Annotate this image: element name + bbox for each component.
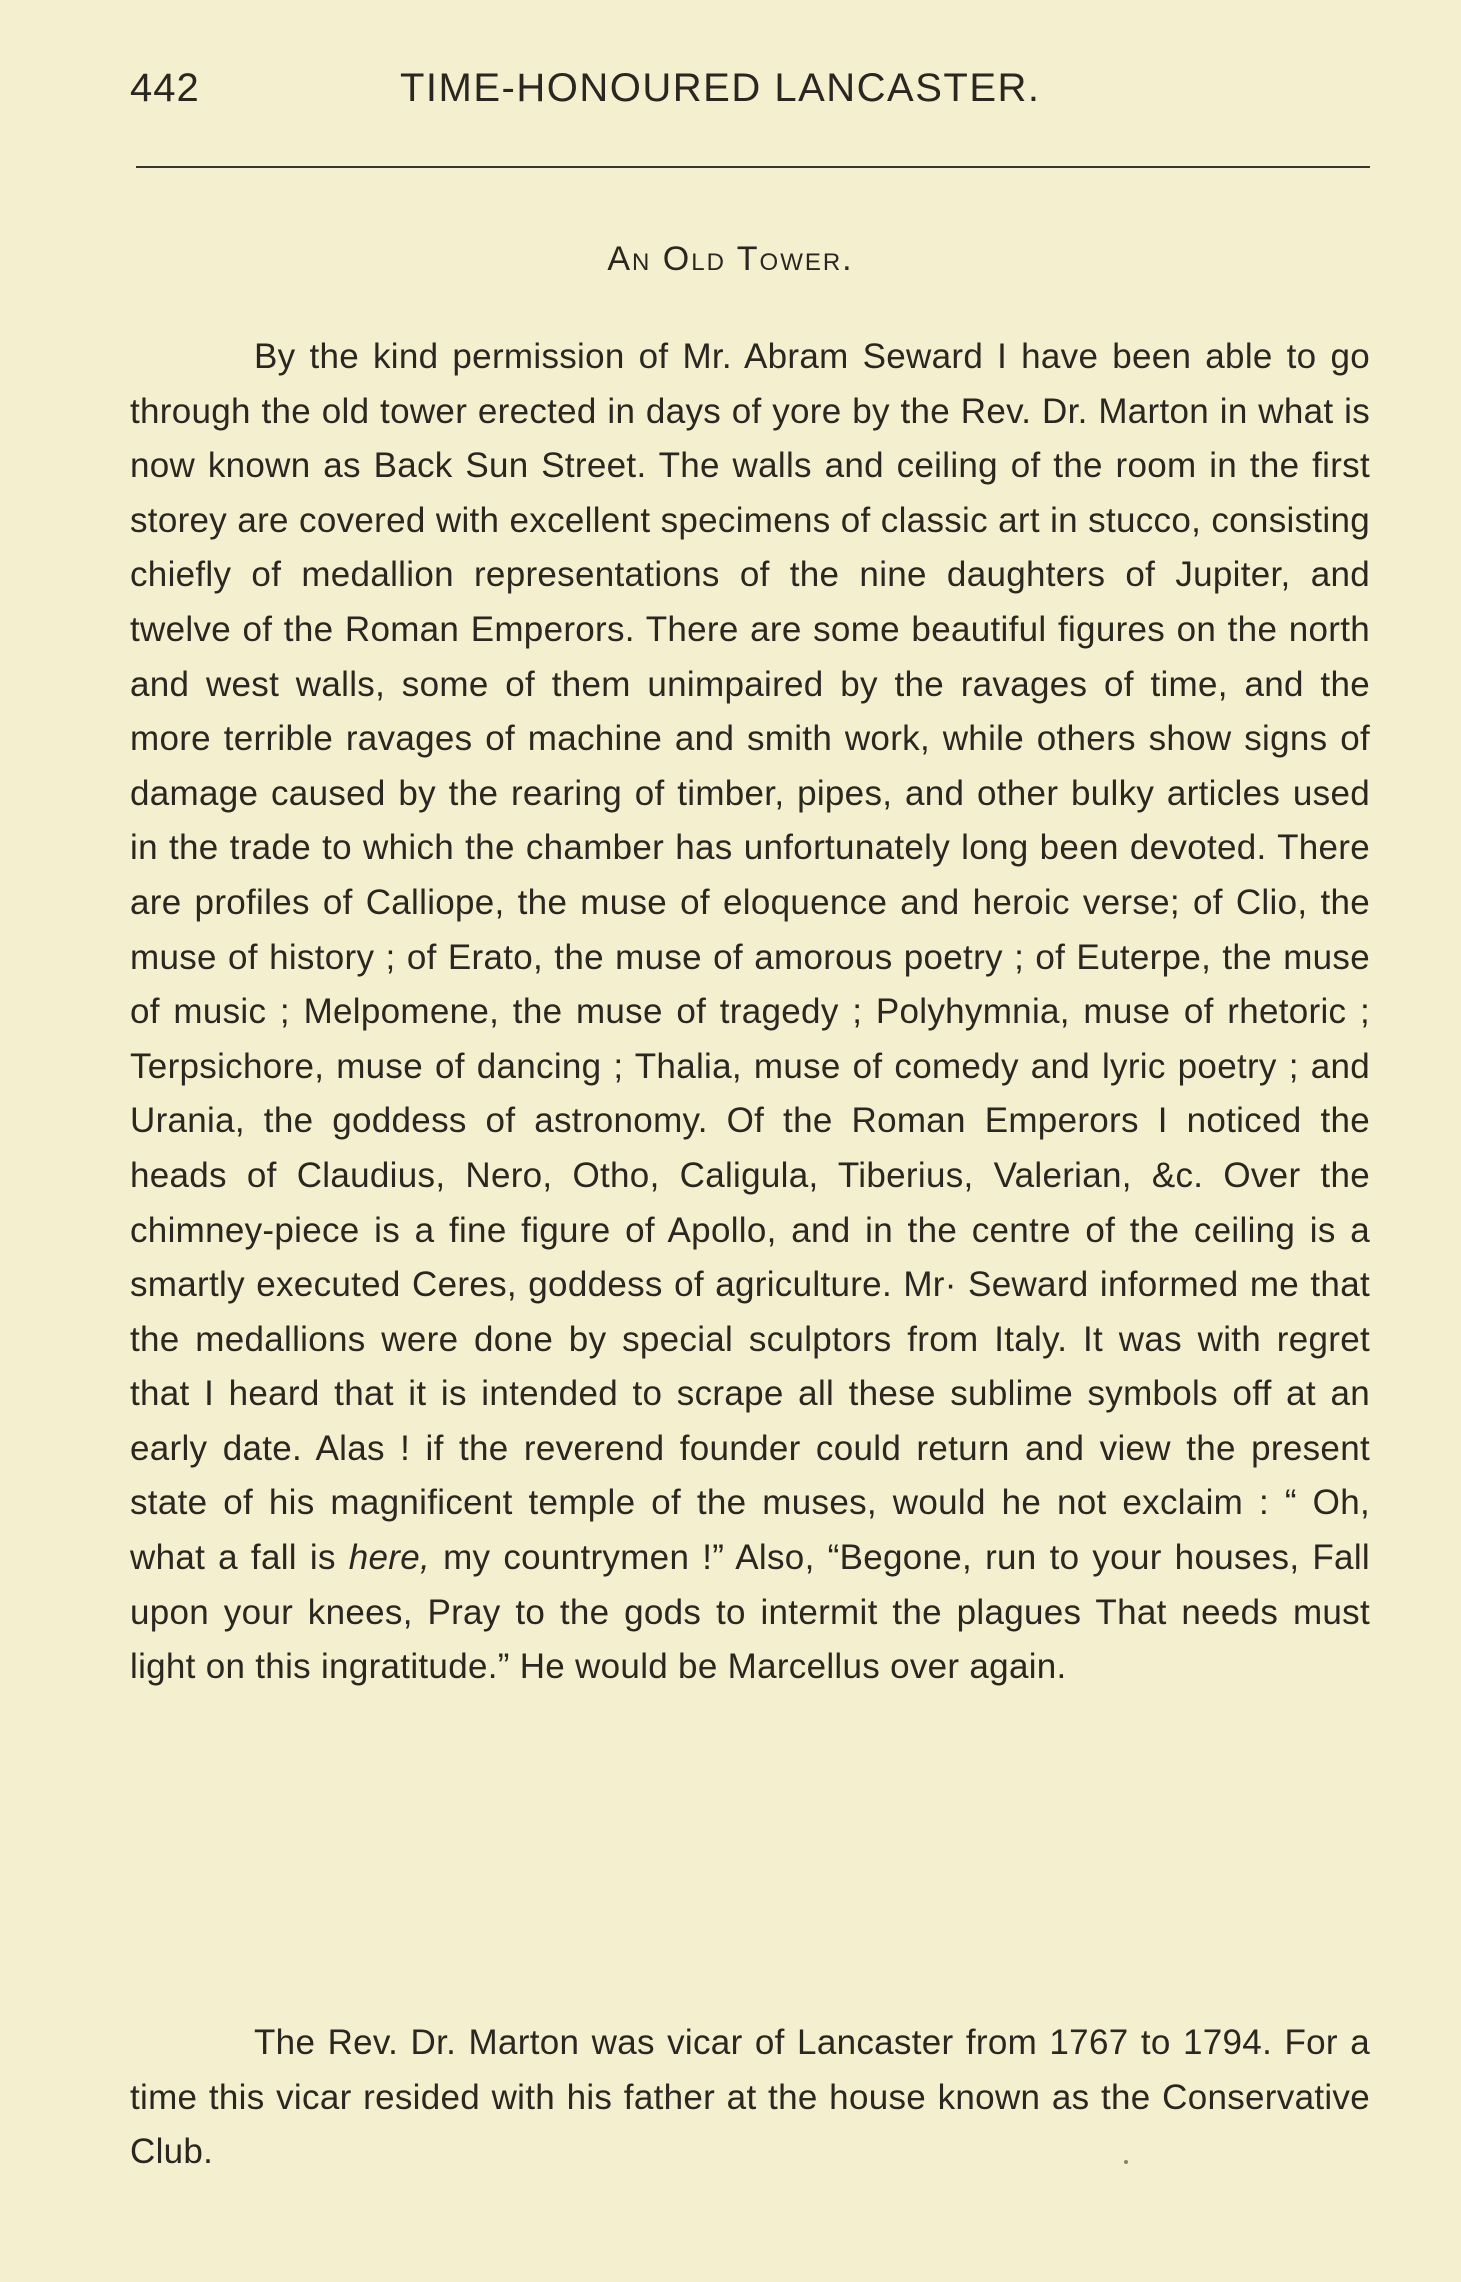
paragraph-1-italic: here,: [348, 1538, 431, 1578]
paragraph-1-text: [130, 330, 1370, 1695]
paragraph-2-text: The Rev. Dr. Marton was vicar of Lancaster from 1767 to 1794. For a time this vicar resided with his father at the house known as the Conservative Club.: [130, 2023, 1370, 2172]
running-head: [130, 58, 1370, 118]
print-speck: [1124, 2160, 1128, 2164]
paragraph-1-part-a: By the kind permission of Mr. Abram Seward I have been able to go through the old tower erected in days of yore by the Rev. Dr. Marton in what is now known as Back Sun Street. The walls and ceiling of the room in the first storey are covered with excellent specimens of classic art in stucco, consisting chiefly of medallion representations of the nine daughters of Jupiter, and twelve of the Roman Emperors. There are some beautiful figures on the north and west walls, some of them unimpaired by the ravages of time, and the more terrible ravages of machine and smith work, while others show signs of damage caused by the rearing of timber, pipes, and other bulky articles used in the trade to which the chamber has unfortunately long been devoted. There are profiles of Calliope, the muse of eloquence and heroic verse; of Clio, the muse of history ; of Erato, the muse of amorous poetry ; of Euterpe, the muse of music ; Melpomene, the muse of tragedy ; Polyhymnia, muse of rhetoric ; Terpsichore, muse of dancing ; Thalia, muse of comedy and lyric poetry ; and Urania, the goddess of astronomy. Of the Roman Emperors I noticed the heads of Claudius, Nero, Otho, Caligula, Tiberius, Valerian, &c. Over the chimney-piece is a fine figure of Apollo, and in the centre of the ceiling is a smartly executed Ceres, goddess of agriculture. Mr· Seward informed me that the medallions were done by special sculptors from Italy. It was with regret that I heard that it is intended to scrape all these sublime symbols off at an early date. Alas ! if the reverend founder could return and view the present state of his magnificent temple of the muses, would he not exclaim : “ Oh, what a fall is: [130, 337, 1370, 1578]
header-rule: [136, 166, 1370, 168]
section-title: An Old Tower.: [607, 240, 854, 278]
paragraph-1-part-b: my countrymen !” Also, “Begone, run to your houses, Fall upon your knees, Pray to the gods to intermit the plagues That needs must light on this ingratitude.” He would be Marcellus over again.: [130, 1538, 1370, 1687]
paragraph-2: [130, 2016, 1370, 2180]
running-title: TIME-HONOURED LANCASTER.: [400, 66, 1041, 110]
page-number: 442: [130, 66, 200, 110]
paragraph-1: [130, 330, 1370, 1695]
